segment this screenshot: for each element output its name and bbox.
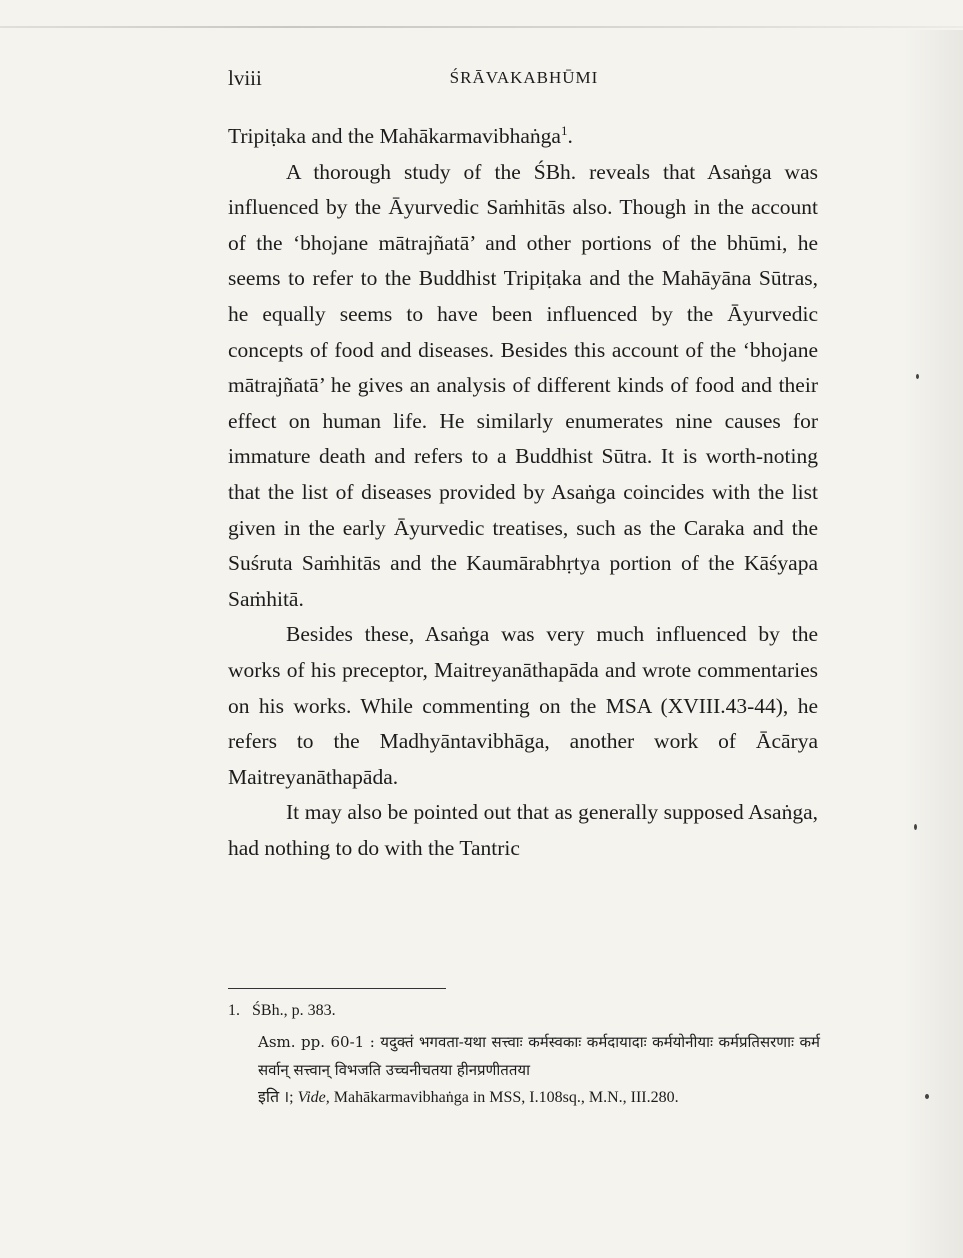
page-header (228, 66, 820, 96)
footnote-reference: Mahākarmavibhaṅga in MSS, I.108sq., M.N., III.280. (333, 1089, 679, 1106)
page-number: lviii (228, 66, 262, 90)
footnote-1-continuation (258, 1084, 820, 1111)
scan-speck (925, 1094, 929, 1099)
body-text (228, 119, 818, 866)
scan-edge (0, 26, 963, 28)
scan-speck (916, 374, 919, 379)
running-title: ŚRĀVAKABHŪMI (449, 68, 599, 87)
footnote-rule (228, 988, 446, 989)
paragraph-1 (228, 119, 818, 155)
footnote-1-citation: Asm. pp. 60-1 : यदुक्तं भगवता-यथा सत्त्वाः कर्मस्वकाः कर्मदायादाः कर्मयोनीयाः कर्मप्रतिसरणाः कर्म सर्वान् सत्त्वान् विभजति उच्चनीचतया हीनप्रणीततया (258, 1033, 820, 1079)
footnotes (228, 997, 820, 1111)
scan-speck (914, 824, 917, 830)
footnote-number: 1. (228, 1002, 240, 1019)
paragraph-4: It may also be pointed out that as generally supposed Asaṅga, had nothing to do with the Tantric (228, 800, 818, 860)
paragraph-1-text: Tripiṭaka and the Mahākarmavibhaṅga (228, 124, 561, 148)
footnote-vide: Vide, (297, 1089, 330, 1106)
paragraph-3: Besides these, Asaṅga was very much influenced by the works of his preceptor, Maitreyanāthapāda and wrote commentaries on his works. While commenting on the MSA (XVIII.43-44), he refers to the Madhyāntavibhāga, another work of Ācārya Maitreyanāthapāda. (228, 622, 818, 789)
footnote-1-text: ŚBh., p. 383. (252, 1002, 336, 1019)
footnote-iti: इति ।; (258, 1089, 294, 1106)
paragraph-1-end: . (567, 124, 573, 148)
footnote-ref: 1 (560, 122, 568, 138)
footnote-1 (228, 997, 820, 1024)
page-shadow (903, 30, 963, 1258)
paragraph-2: A thorough study of the ŚBh. reveals that Asaṅga was influenced by the Āyurvedic Saṁhitās also. Though in the account of the ‘bhojane mātrajñatā’ and other portions of the bhūmi, he seems to refer to the Buddhist Tripiṭaka and the Mahāyāna Sūtras, he equally seems to have been influenced by the Āyurvedic concepts of food and diseases. Besides this account of the ‘bhojane mātrajñatā’ he gives an analysis of different kinds of food and their effect on human life. He similarly enumerates nine causes for immature death and refers to a Buddhist Sūtra. It is worth-noting that the list of diseases provided by Asaṅga coincides with the list given in the early Āyurvedic treatises, such as the Caraka and the Suśruta Saṁhitās and the Kaumārabhṛtya portion of the Kāśyapa Saṁhitā. (228, 159, 818, 611)
